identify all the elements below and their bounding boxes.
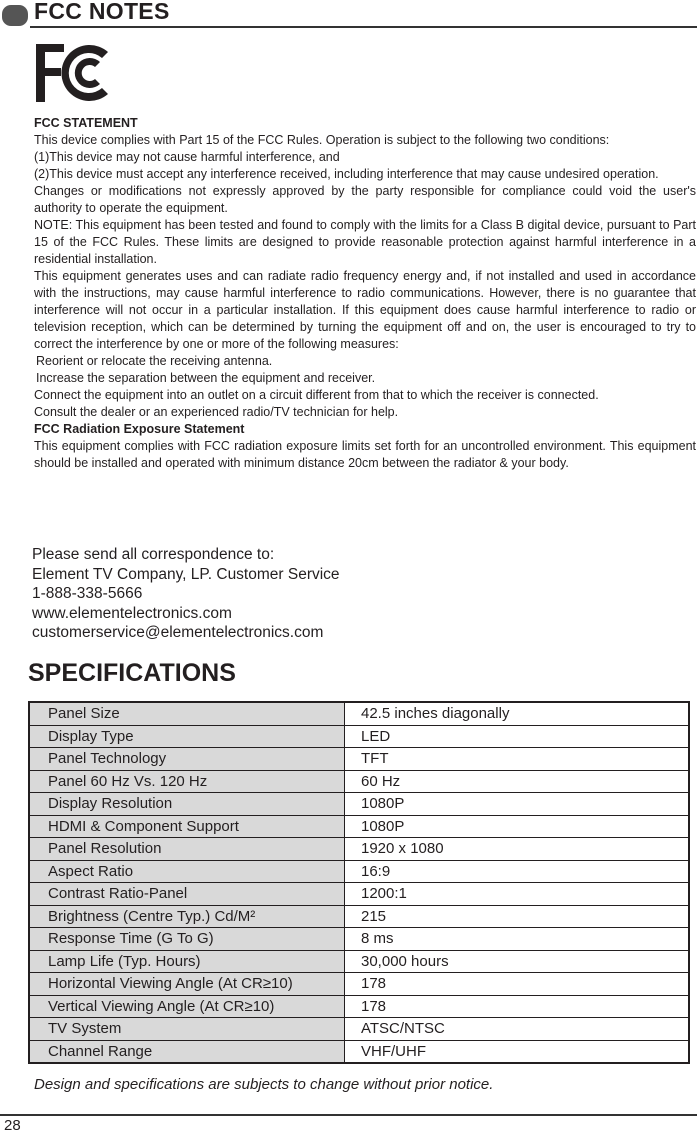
notes-paragraph: This device complies with Part 15 of the FCC Rules. Operation is subject to the following two conditions: [34,133,610,147]
notes-paragraph: This equipment generates uses and can radiate radio frequency energy and, if not installed and used in accordance with the instructions, may cause harmful interference to radio communications. However, there is no guarantee that interference will not occur in a particular installation. If this equipment does cause harmful interference to radio or television reception, which can be determined by turning the equipment off and on, the user is encouraged to try to correct the interference by one or more of the following measures: [34,269,696,351]
specifications-title: SPECIFICATIONS [28,659,236,687]
table-row [29,1018,689,1041]
spec-label: Channel Range [29,1040,345,1063]
table-row [29,905,689,928]
table-row [29,815,689,838]
spec-label: Aspect Ratio [29,860,345,883]
contact-website: www.elementelectronics.com [32,604,232,622]
contact-email: customerservice@elementelectronics.com [32,624,324,641]
notes-paragraph: (1)This device may not cause harmful interference, and [34,150,340,164]
spec-value: 16:9 [345,860,690,883]
spec-label: Horizontal Viewing Angle (At CR≥10) [29,973,345,996]
measure-item: Consult the dealer or an experienced radio/TV technician for help. [34,405,399,419]
fcc-notes-body [34,115,696,472]
notes-paragraph: Changes or modifications not expressly approved by the party responsible for compliance could void the user's authority to operate the equipment. [34,184,696,215]
spec-label: Display Resolution [29,793,345,816]
table-row [29,1040,689,1063]
notes-paragraph: This equipment complies with FCC radiation exposure limits set forth for an uncontrolled environment. This equipment should be installed and operated with minimum distance 20cm between the radiator & your body. [34,439,696,470]
table-row [29,748,689,771]
contact-company: Element TV Company, LP. Customer Service [32,565,340,583]
fcc-statement-heading: FCC STATEMENT [34,116,138,130]
spec-label: Panel Technology [29,748,345,771]
table-row [29,928,689,951]
header-rule [30,26,697,28]
table-row [29,860,689,883]
spec-value: 215 [345,905,690,928]
specifications-table [28,701,690,1064]
notes-paragraph: NOTE: This equipment has been tested and found to comply with the limits for a Class B digital device, pursuant to Part 15 of the FCC Rules. These limits are designed to provide reasonable protection against harmful interference in a residential installation. [34,218,696,266]
specifications-footnote: Design and specifications are subjects to change without prior notice. [34,1076,494,1093]
header-tab-marker [2,5,28,26]
table-row [29,770,689,793]
page-number: 28 [4,1117,21,1134]
contact-block [32,545,340,643]
spec-label: Panel 60 Hz Vs. 120 Hz [29,770,345,793]
page-title: FCC NOTES [34,0,170,24]
spec-label: Brightness (Centre Typ.) Cd/M² [29,905,345,928]
spec-value: 1920 x 1080 [345,838,690,861]
spec-value: 60 Hz [345,770,690,793]
notes-paragraph: (2)This device must accept any interference received, including interference that may cause undesired operation. [34,167,659,181]
spec-label: Contrast Ratio-Panel [29,883,345,906]
spec-value: ATSC/NTSC [345,1018,690,1041]
spec-value: 1080P [345,793,690,816]
spec-value: 178 [345,973,690,996]
spec-label: Response Time (G To G) [29,928,345,951]
contact-phone: 1-888-338-5666 [32,585,143,602]
table-row [29,973,689,996]
spec-value: 178 [345,995,690,1018]
spec-value: 8 ms [345,928,690,951]
spec-label: Panel Resolution [29,838,345,861]
spec-label: Vertical Viewing Angle (At CR≥10) [29,995,345,1018]
table-row [29,950,689,973]
contact-intro: Please send all correspondence to: [32,546,275,563]
spec-value: 30,000 hours [345,950,690,973]
measure-item: Increase the separation between the equipment and receiver. [36,371,376,385]
table-row [29,793,689,816]
measure-item: Reorient or relocate the receiving antenna. [36,354,273,368]
spec-value: TFT [345,748,690,771]
spec-label: Lamp Life (Typ. Hours) [29,950,345,973]
spec-label: HDMI & Component Support [29,815,345,838]
measure-item: Connect the equipment into an outlet on a circuit different from that to which the receiver is connected. [34,388,599,402]
table-row [29,838,689,861]
spec-value: LED [345,725,690,748]
spec-value: 42.5 inches diagonally [345,702,690,725]
table-row [29,883,689,906]
spec-value: 1080P [345,815,690,838]
spec-label: Panel Size [29,702,345,725]
footer-rule [0,1114,697,1116]
spec-value: 1200:1 [345,883,690,906]
page-header [0,0,697,28]
table-row [29,702,689,725]
table-row [29,995,689,1018]
table-row [29,725,689,748]
spec-value: VHF/UHF [345,1040,690,1063]
spec-label: Display Type [29,725,345,748]
fcc-logo-icon [34,42,110,104]
radiation-heading: FCC Radiation Exposure Statement [34,422,245,436]
spec-label: TV System [29,1018,345,1041]
